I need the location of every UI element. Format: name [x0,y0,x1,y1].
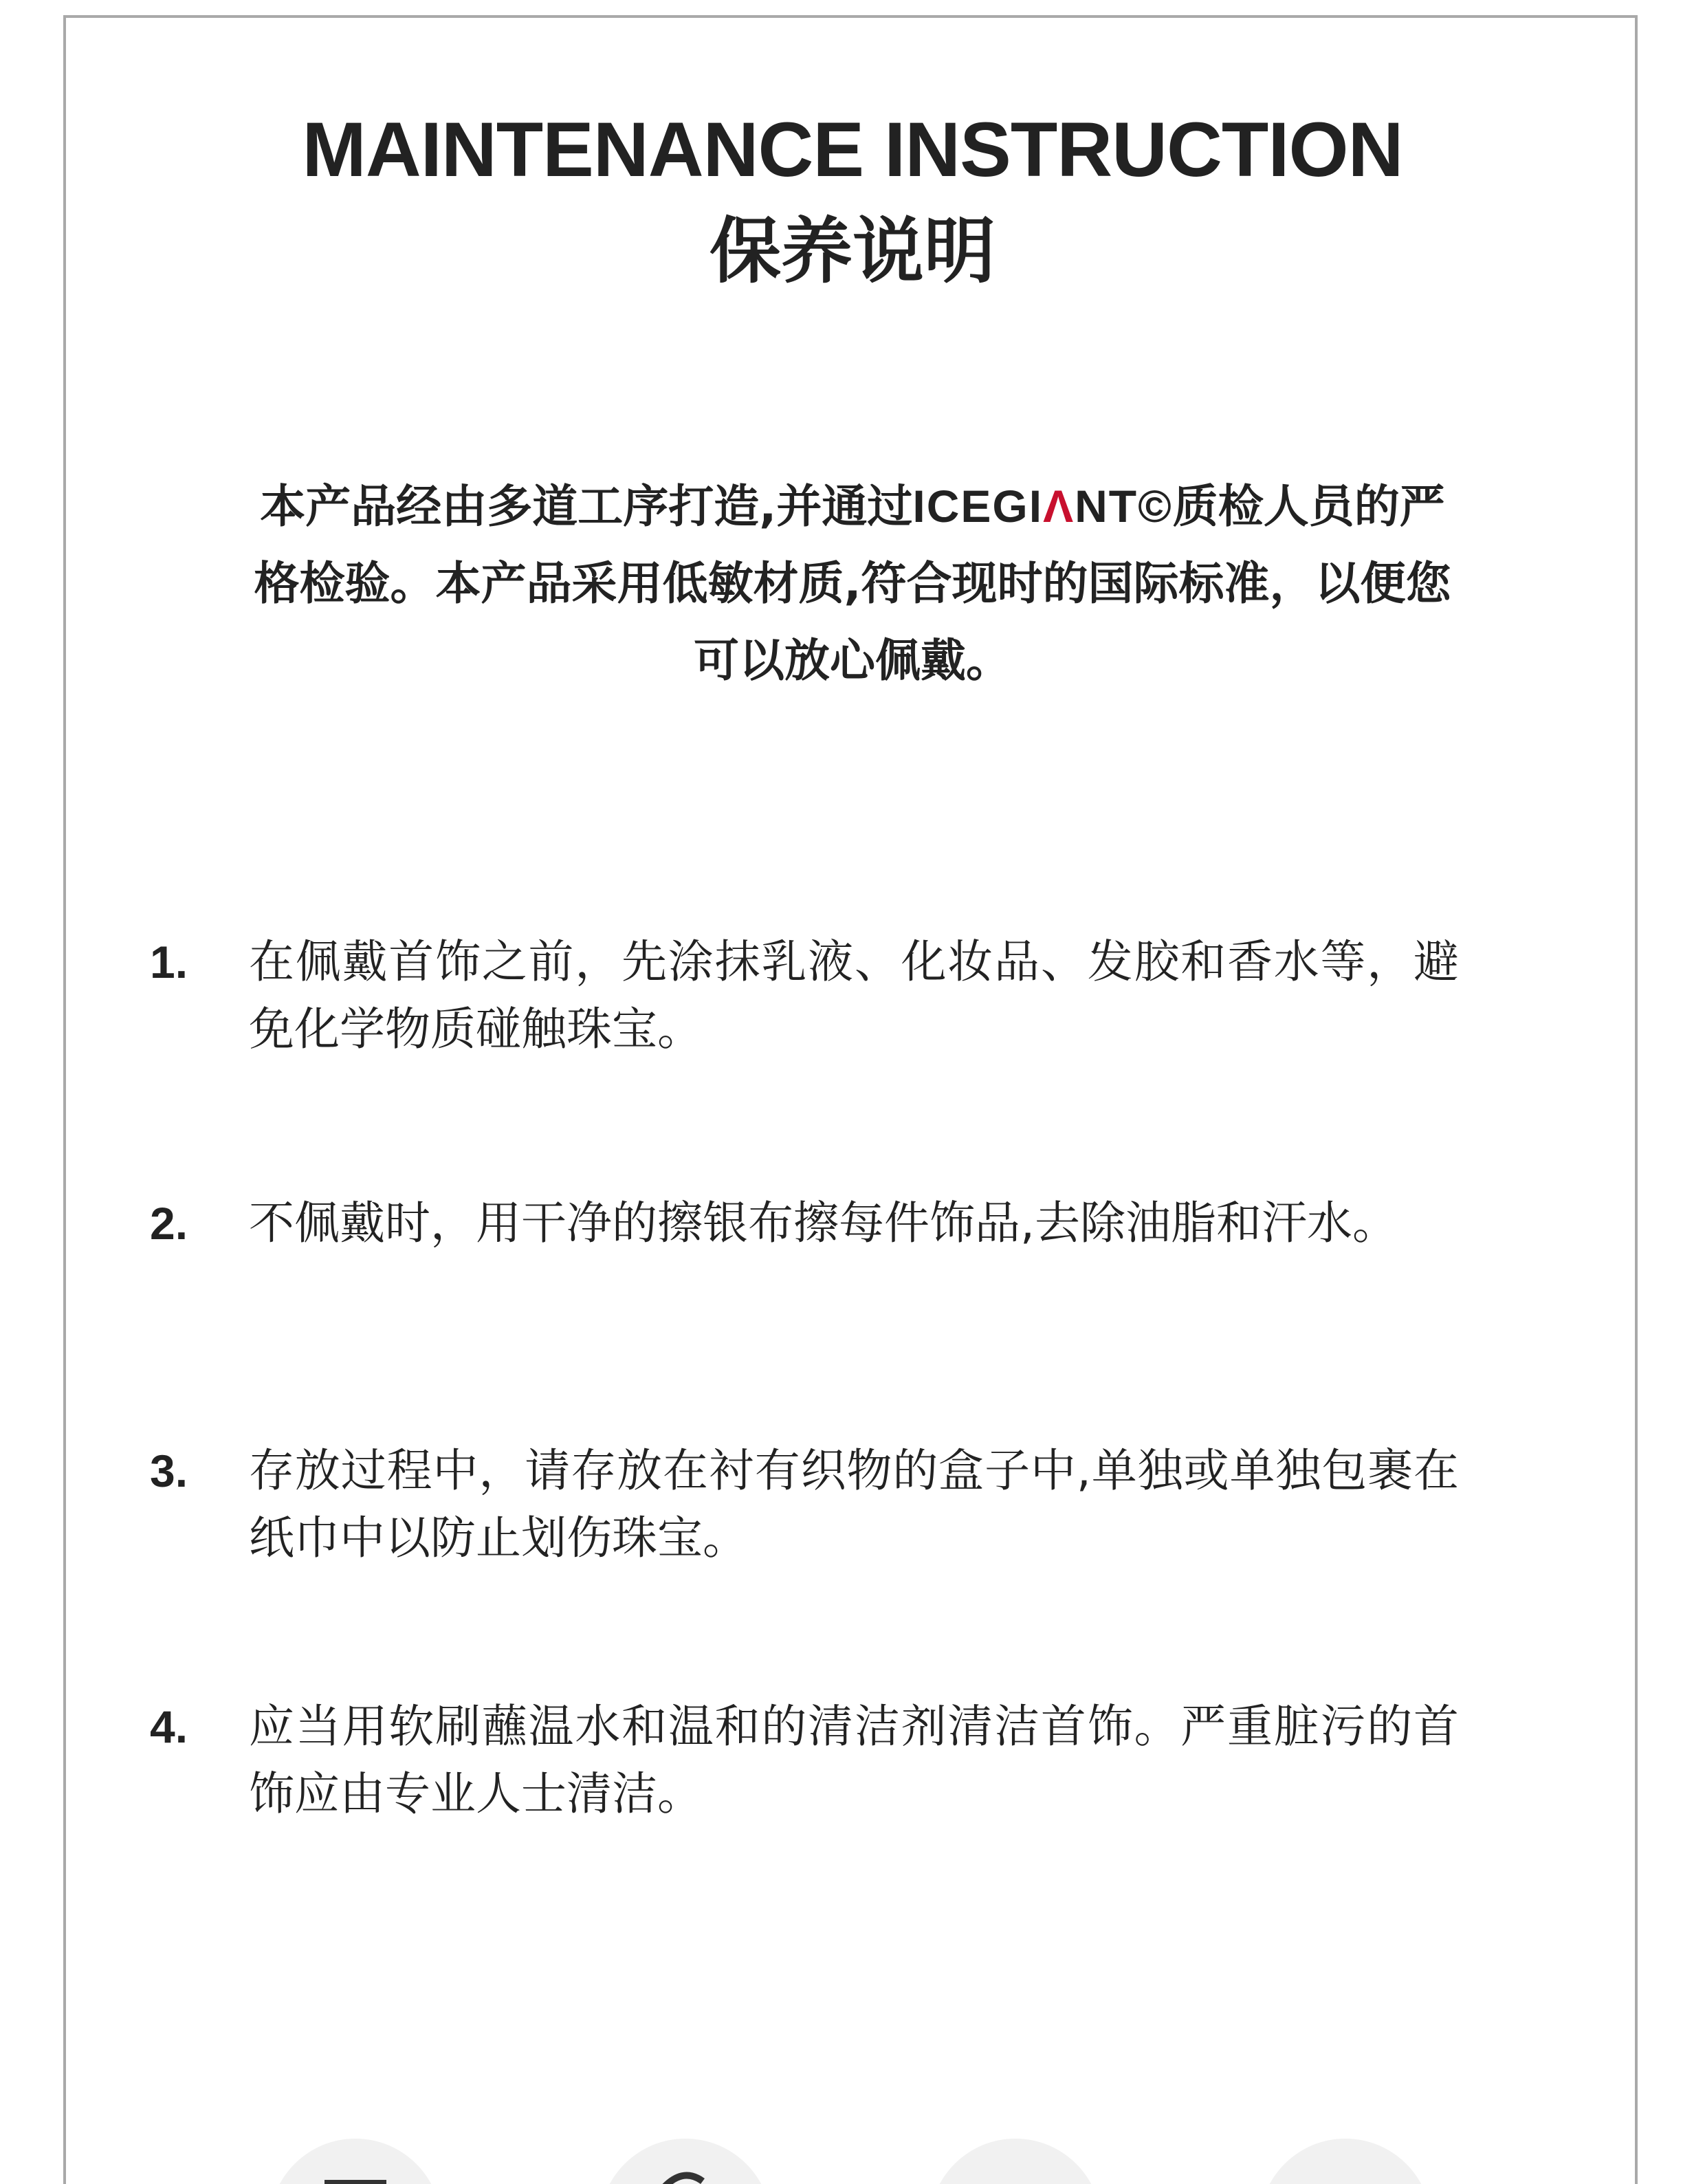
instruction-text: 在佩戴首饰之前，先涂抹乳液、化妆品、发胶和香水等，避免化学物质碰触珠宝。 [249,935,1459,1056]
instruction-number: 2. [150,1198,188,1249]
care-icon-2-glyph [600,2139,771,2184]
care-icon-3 [930,2139,1101,2184]
instruction-text: 不佩戴时，用干净的擦银布擦每件饰品,去除油脂和汗水。 [249,1197,1398,1249]
instruction-number: 4. [150,1701,188,1752]
brand-logo-accent: Λ [1043,481,1075,532]
brand-logo-c: NT© [1075,481,1173,532]
page-title-en: MAINTENANCE INSTRUCTION [302,107,1403,193]
brand-logo [912,481,1172,532]
page-title-zh: 保养说明 [709,209,996,293]
instruction-text: 应当用软刷蘸温水和温和的清洁剂清洁首饰。严重脏污的首饰应由专业人士清洁。 [249,1700,1459,1820]
instruction-text: 存放过程中，请存放在衬有织物的盒子中,单独或单独包裹在纸巾中以防止划伤珠宝。 [249,1444,1459,1564]
care-icon-1-glyph [270,2139,441,2184]
care-icon-1 [270,2139,441,2184]
instruction-number: 3. [150,1445,188,1496]
care-icon-2 [600,2139,771,2184]
instruction-number: 1. [150,937,188,987]
care-icon-4 [1260,2139,1431,2184]
intro-paragraph [248,468,1458,699]
intro-text-part1: 本产品经由多道工序打造,并通过 [260,480,913,533]
brand-logo-a: ICEGI [912,481,1044,532]
instruction-card [63,15,1638,2184]
care-icon-row [0,2118,1705,2184]
intro-text-part2: 质检人员的严格检验。本产品采用低敏材质,符合现时的国际标准，以便您可以放心佩戴。 [254,480,1451,687]
